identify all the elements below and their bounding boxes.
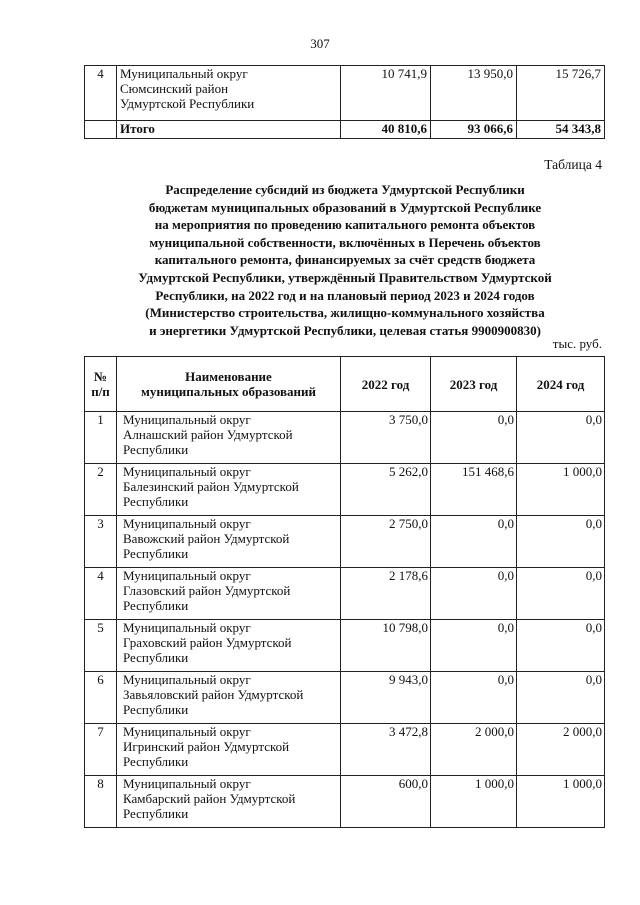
row-number: 1 [85,412,117,464]
value-2022: 10 741,9 [341,66,431,121]
name-line: Вавожский район Удмуртской [123,531,290,546]
value-2023: 2 000,0 [431,724,517,776]
header-line: Наименование [185,369,272,384]
previous-table-continuation [84,65,605,139]
title-line: (Министерство строительства, жилищно-коммунального хозяйства [145,305,545,321]
title-line: Республики, на 2022 год и на плановый период 2023 и 2024 годов [155,287,535,303]
value-2024: 1 000,0 [517,776,605,828]
header-name [117,357,341,412]
name-line: Завьяловский район Удмуртской [123,687,304,702]
name-line: Игринский район Удмуртской [123,739,290,754]
name-line: Балезинский район Удмуртской [123,479,299,494]
name-line: Муниципальный округ [123,620,251,635]
municipality-name [117,412,341,464]
municipality-name [117,464,341,516]
unit-label: тыс. руб. [552,336,602,351]
title-line: Удмуртской Республики, утверждённый Правительством Удмуртской [138,269,552,285]
table-title [90,181,600,339]
name-line: Муниципальный округ [123,516,251,531]
header-line: п/п [91,384,110,399]
name-line: Республики [123,598,189,613]
name-line: Республики [123,442,189,457]
name-line: Граховский район Удмуртской [123,635,292,650]
value-2023: 151 468,6 [431,464,517,516]
name-line: Удмуртской Республики [120,96,255,111]
empty-cell [85,121,117,139]
name-line: Муниципальный округ [123,412,251,427]
header-2022: 2022 год [341,357,431,412]
title-line: муниципальной собственности, включённых в Перечень объектов [149,234,541,250]
value-2024: 1 000,0 [517,464,605,516]
name-line: Республики [123,494,189,509]
table-row [85,516,605,568]
total-2024: 54 343,8 [517,121,605,139]
name-line: Алнашский район Удмуртской [123,427,293,442]
total-2022: 40 810,6 [341,121,431,139]
table-row [85,724,605,776]
table-row [85,412,605,464]
total-label: Итого [117,121,341,139]
table-row [85,672,605,724]
header-row [85,357,605,412]
title-line: бюджетам муниципальных образований в Удмуртской Республике [148,199,542,215]
header-line: № [93,369,108,384]
value-2023: 0,0 [431,672,517,724]
value-2022: 2 750,0 [341,516,431,568]
title-line: капитального ремонта, финансируемых за счёт средств бюджета [154,252,536,268]
name-line: Муниципальный округ [123,568,251,583]
name-line: Республики [123,650,189,665]
header-2024: 2024 год [517,357,605,412]
value-2022: 600,0 [341,776,431,828]
name-line: Сюмсинский район [120,81,229,96]
value-2022: 10 798,0 [341,620,431,672]
value-2023: 1 000,0 [431,776,517,828]
table-caption: Таблица 4 [544,157,602,172]
header-2023: 2023 год [431,357,517,412]
name-line: Муниципальный округ [123,724,251,739]
municipality-name [117,516,341,568]
total-row [85,121,605,139]
name-line: Камбарский район Удмуртской [123,791,296,806]
row-number: 3 [85,516,117,568]
table-row [85,568,605,620]
table-row [85,66,605,121]
municipality-name [117,620,341,672]
value-2022: 2 178,6 [341,568,431,620]
row-number: 4 [85,568,117,620]
value-2024: 0,0 [517,672,605,724]
value-2022: 9 943,0 [341,672,431,724]
value-2024: 0,0 [517,620,605,672]
municipality-name [117,776,341,828]
municipality-name [117,66,341,121]
municipality-name [117,724,341,776]
table-body [85,412,605,828]
value-2024: 0,0 [517,412,605,464]
value-2024: 15 726,7 [517,66,605,121]
row-number: 8 [85,776,117,828]
title-line: и энергетики Удмуртской Республики, целевая статья 9900900830) [149,322,541,338]
table-row [85,464,605,516]
value-2023: 0,0 [431,516,517,568]
name-line: Муниципальный округ [123,464,251,479]
total-2023: 93 066,6 [431,121,517,139]
value-2023: 0,0 [431,568,517,620]
name-line: Глазовский район Удмуртской [123,583,291,598]
value-2022: 3 750,0 [341,412,431,464]
subsidy-table [84,356,605,828]
value-2022: 3 472,8 [341,724,431,776]
value-2024: 0,0 [517,516,605,568]
title-line: Распределение субсидий из бюджета Удмуртской Республики [165,182,525,197]
name-line: Муниципальный округ [123,672,251,687]
municipality-name [117,568,341,620]
row-number: 2 [85,464,117,516]
name-line: Муниципальный округ [120,66,248,81]
name-line: Республики [123,702,189,717]
title-line: на мероприятия по проведению капитального ремонта объектов [154,217,536,233]
row-number: 5 [85,620,117,672]
row-number: 4 [85,66,117,121]
table-row [85,776,605,828]
row-number: 7 [85,724,117,776]
value-2024: 2 000,0 [517,724,605,776]
name-line: Муниципальный округ [123,776,251,791]
table-row [85,620,605,672]
value-2024: 0,0 [517,568,605,620]
name-line: Республики [123,754,189,769]
municipality-name [117,672,341,724]
name-line: Республики [123,546,189,561]
header-line: муниципальных образований [140,384,317,399]
page-number: 307 [310,36,330,51]
value-2022: 5 262,0 [341,464,431,516]
row-number: 6 [85,672,117,724]
name-line: Республики [123,806,189,821]
value-2023: 0,0 [431,620,517,672]
value-2023: 13 950,0 [431,66,517,121]
value-2023: 0,0 [431,412,517,464]
header-number [85,357,117,412]
